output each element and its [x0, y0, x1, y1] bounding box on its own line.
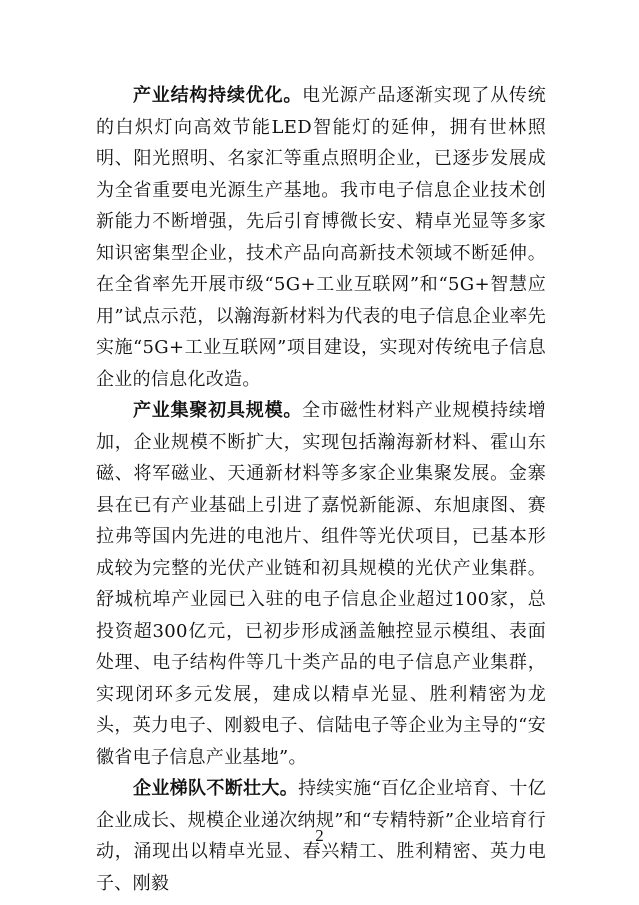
paragraph-heading: 产业结构持续优化。 — [133, 85, 303, 106]
document-body — [96, 80, 546, 899]
paragraph-text: 全市磁性材料产业规模持续增加，企业规模不断扩大，实现包括瀚海新材料、霍山东磁、将军磁业、天通新材料等多家企业集聚发展。金寨县在已有产业基础上引进了嘉悦新能源、东旭康图、赛拉弗等国内先进的电池片、组件等光伏项目，已基本形成较为完整的光伏产业链和初具规模的光伏产业集群。舒城杭埠产业园已入驻的电子信息企业超过100家，总投资超300亿元，已初步形成涵盖触控显示模组、表面处理、电子结构件等几十类产品的电子信息产业集群，实现闭环多元发展，建成以精卓光显、胜利精密为龙头，英力电子、刚毅电子、信陆电子等企业为主导的“安徽省电子信息产业基地”。 — [96, 400, 546, 768]
paragraph-industry-cluster — [96, 395, 546, 773]
page-number: 2 — [315, 826, 324, 845]
paragraph-text: 电光源产品逐渐实现了从传统的白炽灯向高效节能LED智能灯的延伸，拥有世林照明、阳光照明、名家汇等重点照明企业，已逐步发展成为全省重要电光源生产基地。我市电子信息企业技术创新能力不断增强，先后引育博微长安、精卓光显等多家知识密集型企业，技术产品向高新技术领域不断延伸。在全省率先开展市级“5G+工业互联网”和“5G+智慧应用”试点示范，以瀚海新材料为代表的电子信息企业率先实施“5G+工业互联网”项目建设，实现对传统电子信息企业的信息化改造。 — [96, 85, 546, 390]
paragraph-industry-structure — [96, 80, 546, 395]
paragraph-text: 持续实施“百亿企业培育、十亿企业成长、规模企业递次纳规”和“专精特新”企业培育行动，涌现出以精卓光显、春兴精工、胜利精密、英力电子、刚毅 — [96, 778, 547, 894]
paragraph-heading: 产业集聚初具规模。 — [133, 400, 303, 421]
paragraph-heading: 企业梯队不断壮大。 — [133, 778, 299, 799]
